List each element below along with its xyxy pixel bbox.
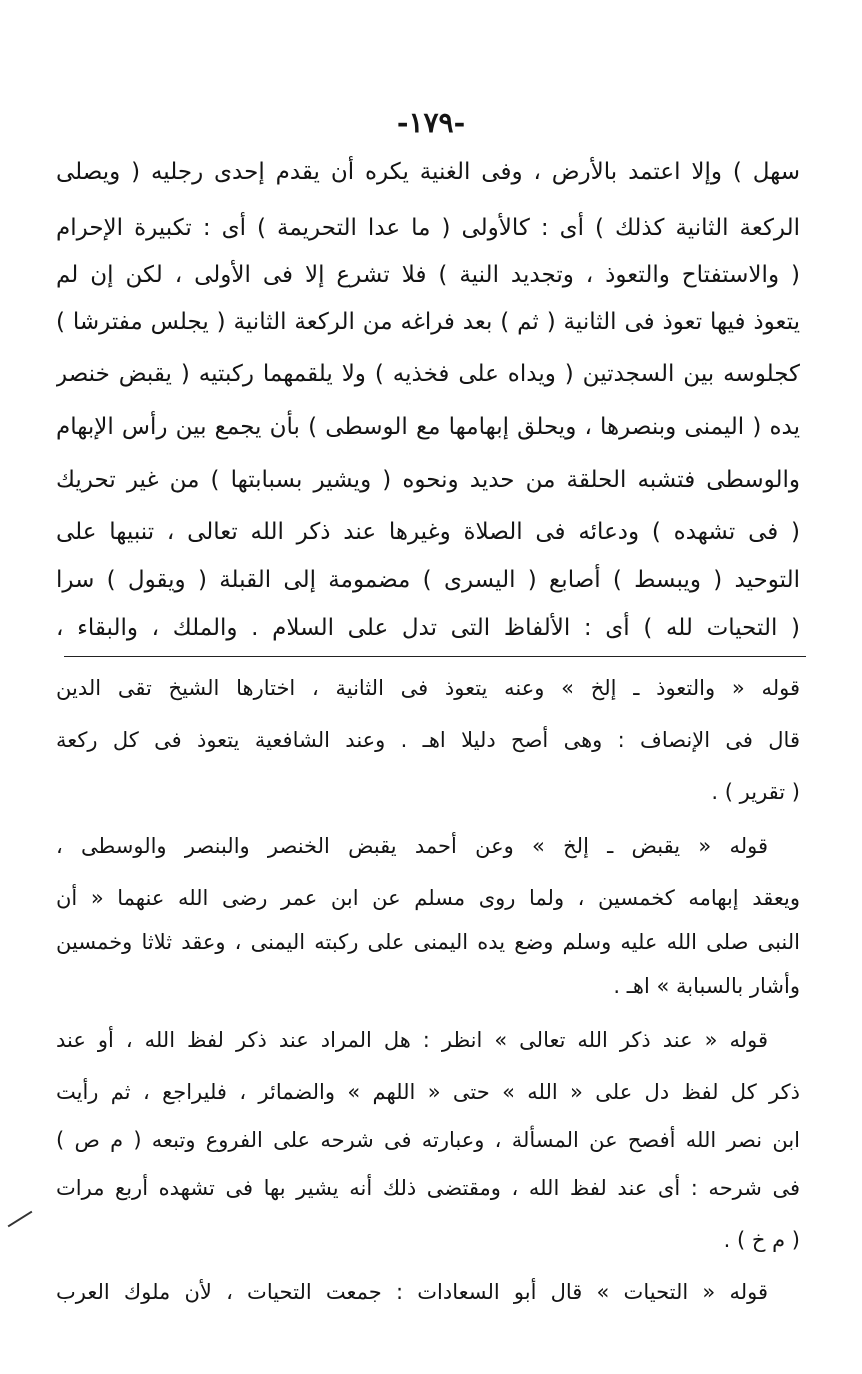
main-text-line: يتعوذ فيها تعوذ فى الثانية ( ثم ) بعد فراغه من الركعة الثانية ( يجلس مفترشا ) (56, 309, 800, 335)
page-number: -١٧٩- (396, 106, 466, 139)
footnote-line: ( تقرير ) . (711, 780, 800, 804)
footnote-line: قوله « التحيات » قال أبو السعادات : جمعت التحيات ، لأن ملوك العرب (56, 1280, 768, 1304)
footnote-divider (64, 656, 806, 657)
footnote-line: قوله « يقبض ـ إلخ » وعن أحمد يقبض الخنصر والبنصر والوسطى ، (56, 834, 768, 858)
footnote-line: ( م خ ) . (723, 1228, 800, 1252)
footnote-line: ابن نصر الله أفصح عن المسألة ، وعبارته فى شرحه على الفروع وتبعه ( م ص ) (56, 1128, 800, 1152)
main-text-line: التوحيد ( ويبسط ) أصابع ( اليسرى ) مضمومة إلى القبلة ( ويقول ) سرا (56, 567, 800, 593)
footnote-line: ذكر كل لفظ دل على « الله » حتى « اللهم » والضمائر ، فليراجع ، ثم رأيت (56, 1080, 800, 1104)
footnote-line: فى شرحه : أى عند لفظ الله ، ومقتضى ذلك أنه يشير بها فى تشهده أربع مرات (56, 1176, 800, 1200)
main-text-line: كجلوسه بين السجدتين ( ويداه على فخذيه ) ولا يلقمهما ركبتيه ( يقبض خنصر (56, 361, 800, 387)
main-text-line: سهل ) وإلا اعتمد بالأرض ، وفى الغنية يكره أن يقدم إحدى رجليه ( ويصلى (56, 159, 800, 185)
footnote-line: وأشار بالسبابة » اهـ . (613, 974, 800, 998)
main-text-line: الركعة الثانية كذلك ) أى : كالأولى ( ما عدا التحريمة ) أى : تكبيرة الإحرام (56, 215, 800, 241)
main-text-line: ( التحيات لله ) أى : الألفاظ التى تدل على السلام . والملك ، والبقاء ، (56, 615, 800, 641)
footnote-line: ويعقد إبهامه كخمسين ، ولما روى مسلم عن ابن عمر رضى الله عنهما « أن (56, 886, 800, 910)
footnote-line: قال فى الإنصاف : وهى أصح دليلا اهـ . وعند الشافعية يتعوذ فى كل ركعة (56, 728, 800, 752)
footnote-line: قوله « عند ذكر الله تعالى » انظر : هل المراد عند ذكر لفظ الله ، أو عند (56, 1028, 768, 1052)
footnote-line: النبى صلى الله عليه وسلم وضع يده اليمنى على ركبته اليمنى ، وعقد ثلاثا وخمسين (56, 930, 800, 954)
margin-pen-mark (8, 1211, 33, 1228)
main-text-line: ( فى تشهده ) ودعائه فى الصلاة وغيرها عند ذكر الله تعالى ، تنبيها على (56, 519, 800, 545)
footnote-line: قوله « والتعوذ ـ إلخ » وعنه يتعوذ فى الثانية ، اختارها الشيخ تقى الدين (56, 676, 800, 700)
main-text-line: والوسطى فتشبه الحلقة من حديد ونحوه ( ويشير بسبابتها ) من غير تحريك (56, 467, 800, 493)
main-text-line: يده ( اليمنى وبنصرها ، ويحلق إبهامها مع الوسطى ) بأن يجمع بين رأس الإبهام (56, 414, 800, 440)
main-text-line: ( والاستفتاح والتعوذ ، وتجديد النية ) فلا تشرع إلا فى الأولى ، لكن إن لم (56, 262, 800, 288)
